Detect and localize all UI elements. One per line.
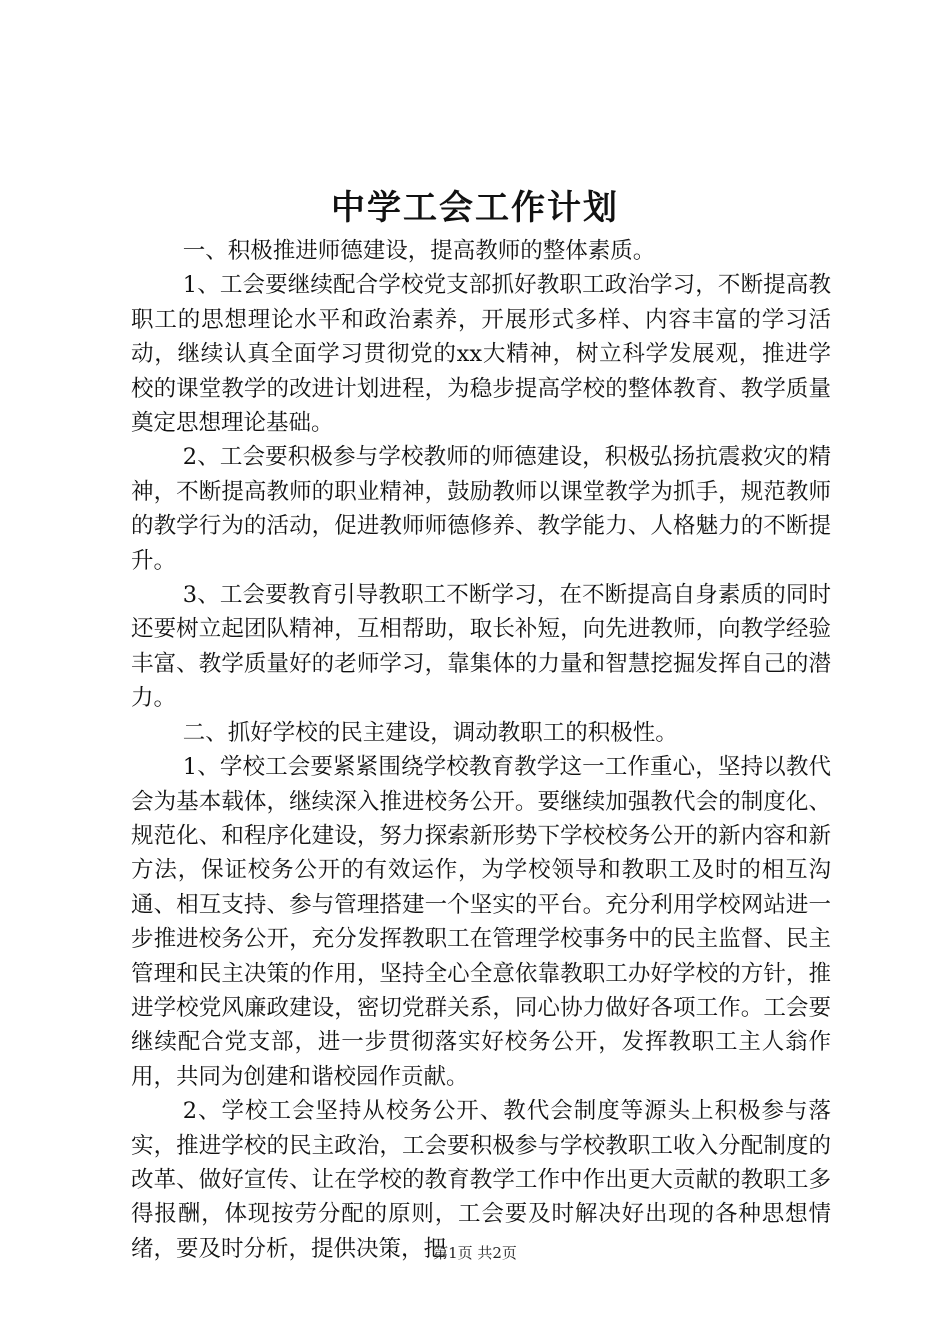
paragraph-1-1: 1、工会要继续配合学校党支部抓好教职工政治学习，不断提高教职工的思想理论水平和政治素养，开展形式多样、内容丰富的学习活动，继续认真全面学习贯彻党的xx大精神，树立科学发展观，推进学校的课堂教学的改进计划进程，为稳步提高学校的整体教育、教学质量奠定思想理论基础。	[131, 272, 831, 437]
paragraph-2-1: 1、学校工会要紧紧围绕学校教育教学这一工作重心，坚持以教代会为基本载体，继续深入推进校务公开。要继续加强教代会的制度化、规范化、和程序化建设，努力探索新形势下学校校务公开的新内容和新方法，保证校务公开的有效运作，为学校领导和教职工及时的相互沟通、相互支持、参与管理搭建一个坚实的平台。充分利用学校网站进一步推进校务公开，充分发挥教职工在管理学校事务中的民主监督、民主管理和民主决策的作用，坚持全心全意依靠教职工办好学校的方针，推进学校党风廉政建设，密切党群关系，同心协力做好各项工作。工会要继续配合党支部，进一步贯彻落实好校务公开，发挥教职工主人翁作用，共同为创建和谐校园作贡献。	[131, 754, 831, 1090]
paragraph-1-2: 2、工会要积极参与学校教师的师德建设，积极弘扬抗震救灾的精神，不断提高教师的职业精神，鼓励教师以课堂教学为抓手，规范教师的教学行为的活动，促进教师师德修养、教学能力、人格魅力的不断提升。	[131, 444, 831, 574]
paragraph-2-2: 2、学校工会坚持从校务公开、教代会制度等源头上积极参与落实，推进学校的民主政治，工会要积极参与学校教职工收入分配制度的改革、做好宣传、让在学校的教育教学工作中作出更大贡献的教职工多得报酬，体现按劳分配的原则，工会要及时解决好出现的各种思想情绪，要及时分析，提供决策，把	[131, 1098, 831, 1262]
section-heading-2: 二、抓好学校的民主建设，调动教职工的积极性。	[182, 719, 678, 746]
section-heading-1: 一、积极推进师德建设，提高教师的整体素质。	[182, 238, 656, 264]
page-footer: 第1页 共2页	[433, 1244, 517, 1262]
document-title: 中学工会工作计划	[331, 188, 619, 228]
document-body	[131, 234, 831, 1266]
paragraph-1-3: 3、工会要教育引导教职工不断学习，在不断提高自身素质的同时还要树立起团队精神，互相帮助，取长补短，向先进教师，向教学经验丰富、教学质量好的老师学习，靠集体的力量和智慧挖掘发挥自己的潜力。	[131, 582, 831, 712]
